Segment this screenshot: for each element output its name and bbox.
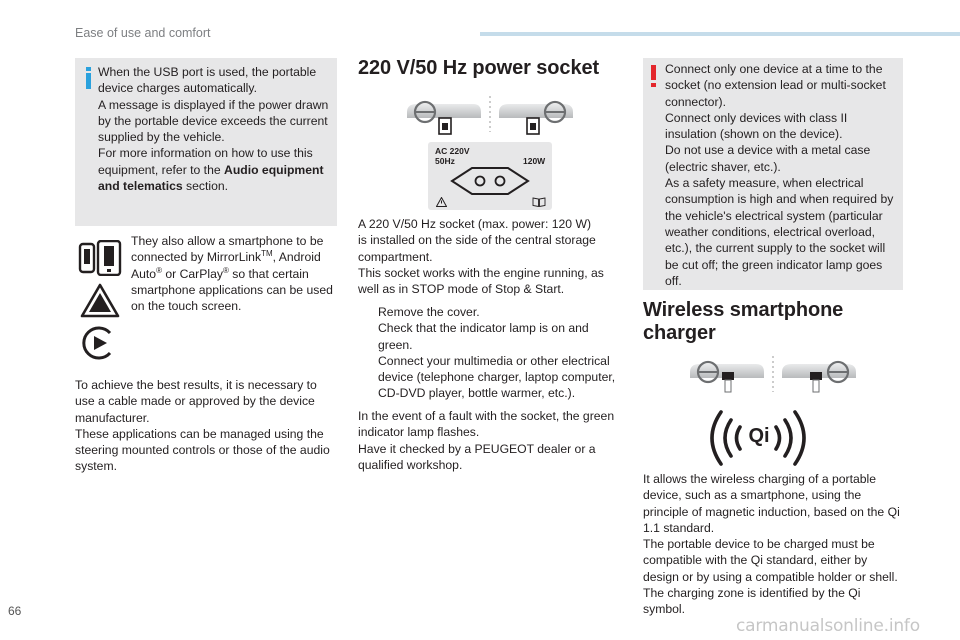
qi-label: Qi [748,425,770,447]
vehicle-wireless-charger-illustration [688,352,858,396]
audio-equipment-ref: Audio equipment [224,162,324,177]
socket-steps [358,304,628,402]
warning-triangle-icon [436,197,447,207]
step-connect-device: Connect your multimedia or other electrical device (telephone charger, laptop computer, CD-DVD player, bottle warmer, etc.). [378,353,616,401]
power-socket-title: 220 V/50 Hz power socket [358,57,600,79]
results-text: To achieve the best results, it is necessary to use a cable made or approved by the device manufacturer. These applications can be managed using the steering mounted controls or those of the audio system. [75,378,330,474]
mirrorlink-icon [78,240,122,276]
wireless-description: It allows the wireless charging of a portable device, such as a smartphone, using the principle of magnetic induction, based on the Qi 1.1 standard. The portable device to be charged must be compatible with the Qi standard, either by design or by using a compatible holder or shell. The charging zone is identified by the Qi symbol. [643,472,900,617]
socket-outlet-icon [438,166,542,196]
telematics-ref: and telematics [98,179,183,194]
warning-exclamation-icon [648,65,660,87]
manual-book-icon [532,197,546,207]
warning-box-text: Connect only one device at a time to the socket (no extension lead or multi-socket connector). Connect only devices with class II insulation (shown on the device). Do not use a device with a metal case (electric shaver, etc.). As a safety measure, when electrical consumption is high and when required by the vehicle's electrical system (particular weather conditions, electrical overload, etc.), the current supply to the socket will be cut off; the green indicator lamp goes off. [665,62,894,288]
android-auto-icon [80,283,120,319]
info-icon [83,67,95,89]
socket-fault-text: In the event of a fault with the socket, the green indicator lamp flashes. Have it checked by a PEUGEOT dealer or a qualified workshop. [358,409,615,472]
step-check-lamp: Check that the indicator lamp is on and green. [378,321,589,352]
vehicle-lhd-rhd-socket-illustration [405,92,575,136]
info-box-text: When the USB port is used, the portable device charges automatically. A message is displayed if the power drawn by the portable device exceeds the current supplied by the vehicle. For more information on how to use this equipment, refer to the Audio equipment and telematics section. [98,65,329,194]
section-header: Ease of use and comfort [75,26,211,40]
page-number: 66 [8,604,22,618]
socket-label-watts: 120W [523,156,546,166]
watermark-brand: carmanualsonline.info [736,616,920,636]
socket-panel-illustration [428,142,552,210]
socket-label-ac: AC 220V [435,146,470,156]
step-remove-cover: Remove the cover. [378,305,480,319]
header-accent-bar [480,32,960,36]
carplay-icon [80,325,116,361]
socket-label-hz: 50Hz [435,156,455,166]
socket-intro-text: A 220 V/50 Hz socket (max. power: 120 W) is installed on the side of the central storage compartment. This socket works with the engine running, as well as in STOP mode of Stop & Start. [358,217,604,297]
wireless-charger-title: Wireless smartphone charger [643,299,844,344]
smartphone-text: They also allow a smartphone to be connected by MirrorLink™, Android Auto® or CarPlay® so that certain smartphone applications can be used on the touch screen. [131,234,333,314]
